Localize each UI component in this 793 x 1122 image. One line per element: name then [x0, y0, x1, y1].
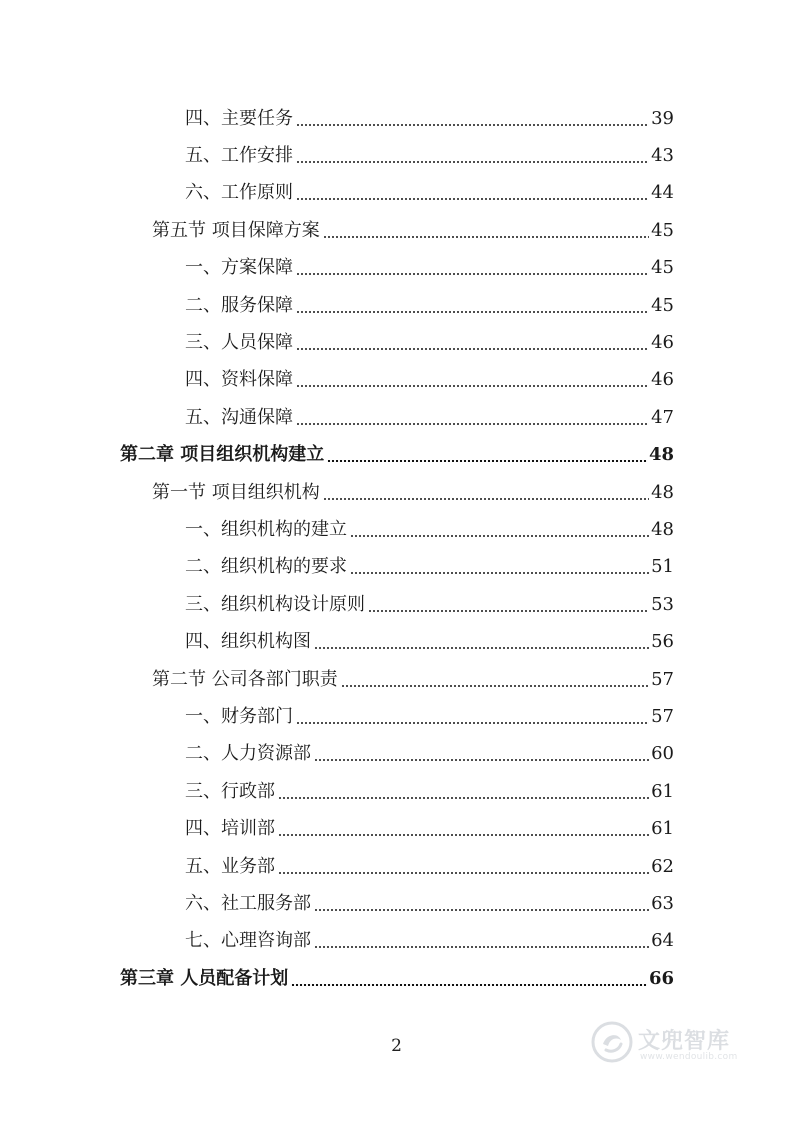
toc-entry-label: 第三章 人员配备计划	[120, 967, 289, 989]
watermark-name: 文兜智库	[638, 1029, 731, 1054]
toc-dot-leader	[278, 872, 649, 874]
toc-entry-page: 48	[651, 518, 674, 540]
toc-entry-page: 45	[651, 219, 674, 241]
toc-entry-page: 53	[651, 593, 674, 615]
toc-entry-page: 61	[651, 780, 674, 802]
toc-dot-leader	[278, 834, 649, 836]
toc-dot-leader	[323, 498, 649, 500]
toc-item-row[interactable]	[0, 848, 793, 885]
toc-entry-label: 五、沟通保障	[185, 406, 293, 428]
toc-dot-leader	[296, 311, 649, 313]
toc-entry-label: 三、组织机构设计原则	[185, 593, 365, 615]
toc-dot-leader	[341, 685, 649, 687]
toc-section-row[interactable]	[0, 661, 793, 698]
toc-entry-page: 56	[651, 631, 674, 653]
toc-entry-label: 第五节 项目保障方案	[152, 219, 320, 241]
toc-entry-page: 47	[651, 406, 674, 428]
toc-entry-label: 六、工作原则	[185, 182, 293, 204]
toc-entry-page: 48	[648, 444, 674, 466]
toc-entry-page: 46	[651, 369, 674, 391]
toc-chapter-row[interactable]	[0, 437, 793, 474]
toc-item-row[interactable]	[0, 399, 793, 436]
toc-item-row[interactable]	[0, 736, 793, 773]
toc-item-row[interactable]	[0, 362, 793, 399]
toc-entry-label: 第二节 公司各部门职责	[152, 668, 338, 690]
toc-entry-label: 第二章 项目组织机构建立	[120, 444, 325, 466]
toc-entry-label: 六、社工服务部	[185, 892, 311, 914]
watermark	[590, 1016, 760, 1076]
toc-entry-label: 五、工作安排	[185, 145, 293, 167]
toc-item-row[interactable]	[0, 511, 793, 548]
wendou-logo-icon	[590, 1020, 634, 1064]
toc-entry-label: 二、组织机构的要求	[185, 556, 347, 578]
toc-entry-page: 61	[651, 818, 674, 840]
toc-dot-leader	[296, 161, 649, 163]
toc-dot-leader	[323, 236, 649, 238]
toc-entry-page: 44	[651, 182, 674, 204]
toc-item-row[interactable]	[0, 100, 793, 137]
watermark-site: www.wendoulib.com	[640, 1052, 738, 1062]
toc-dot-leader	[314, 759, 649, 761]
toc-item-row[interactable]	[0, 810, 793, 847]
toc-item-row[interactable]	[0, 586, 793, 623]
toc-dot-leader	[296, 273, 649, 275]
toc-entry-page: 51	[651, 556, 674, 578]
toc-entry-page: 45	[651, 294, 674, 316]
toc-chapter-row[interactable]	[0, 960, 793, 997]
toc-entry-page: 39	[651, 107, 674, 129]
toc-section-row[interactable]	[0, 212, 793, 249]
toc-item-row[interactable]	[0, 250, 793, 287]
toc-dot-leader	[291, 984, 647, 986]
toc-entry-label: 一、财务部门	[185, 705, 293, 727]
toc-entry-label: 七、心理咨询部	[185, 930, 311, 952]
toc-entry-label: 三、行政部	[185, 780, 275, 802]
toc-dot-leader	[314, 909, 649, 911]
toc-entry-page: 46	[651, 332, 674, 354]
toc-dot-leader	[350, 535, 649, 537]
toc-entry-page: 45	[651, 257, 674, 279]
toc-item-row[interactable]	[0, 324, 793, 361]
toc-item-row[interactable]	[0, 175, 793, 212]
toc-dot-leader	[296, 423, 649, 425]
toc-item-row[interactable]	[0, 773, 793, 810]
page-number: 2	[391, 1036, 402, 1056]
toc-entry-label: 二、人力资源部	[185, 743, 311, 765]
toc-entry-label: 五、业务部	[185, 855, 275, 877]
toc-dot-leader	[314, 946, 649, 948]
toc-entry-label: 一、组织机构的建立	[185, 518, 347, 540]
toc-item-row[interactable]	[0, 698, 793, 735]
toc-dot-leader	[327, 460, 647, 462]
toc-dot-leader	[350, 572, 649, 574]
toc-entry-label: 四、培训部	[185, 818, 275, 840]
toc-entry-page: 66	[648, 967, 674, 989]
toc-entry-label: 三、人员保障	[185, 332, 293, 354]
toc-entry-page: 60	[651, 743, 674, 765]
toc-item-row[interactable]	[0, 885, 793, 922]
toc-item-row[interactable]	[0, 623, 793, 660]
table-of-contents	[0, 100, 793, 997]
toc-section-row[interactable]	[0, 474, 793, 511]
toc-item-row[interactable]	[0, 549, 793, 586]
toc-dot-leader	[296, 385, 649, 387]
toc-entry-label: 四、资料保障	[185, 369, 293, 391]
toc-entry-page: 57	[651, 705, 674, 727]
toc-dot-leader	[278, 797, 649, 799]
toc-entry-page: 57	[651, 668, 674, 690]
toc-dot-leader	[296, 722, 649, 724]
toc-entry-label: 一、方案保障	[185, 257, 293, 279]
toc-dot-leader	[296, 198, 649, 200]
toc-dot-leader	[296, 348, 649, 350]
toc-entry-page: 64	[651, 930, 674, 952]
toc-entry-page: 63	[651, 892, 674, 914]
toc-entry-page: 62	[651, 855, 674, 877]
toc-item-row[interactable]	[0, 923, 793, 960]
toc-entry-page: 48	[651, 481, 674, 503]
toc-item-row[interactable]	[0, 287, 793, 324]
toc-entry-label: 第一节 项目组织机构	[152, 481, 320, 503]
toc-dot-leader	[296, 124, 649, 126]
toc-dot-leader	[314, 647, 649, 649]
toc-entry-label: 四、主要任务	[185, 107, 293, 129]
toc-entry-label: 二、服务保障	[185, 294, 293, 316]
toc-item-row[interactable]	[0, 137, 793, 174]
toc-dot-leader	[368, 610, 649, 612]
toc-entry-page: 43	[651, 145, 674, 167]
toc-entry-label: 四、组织机构图	[185, 631, 311, 653]
